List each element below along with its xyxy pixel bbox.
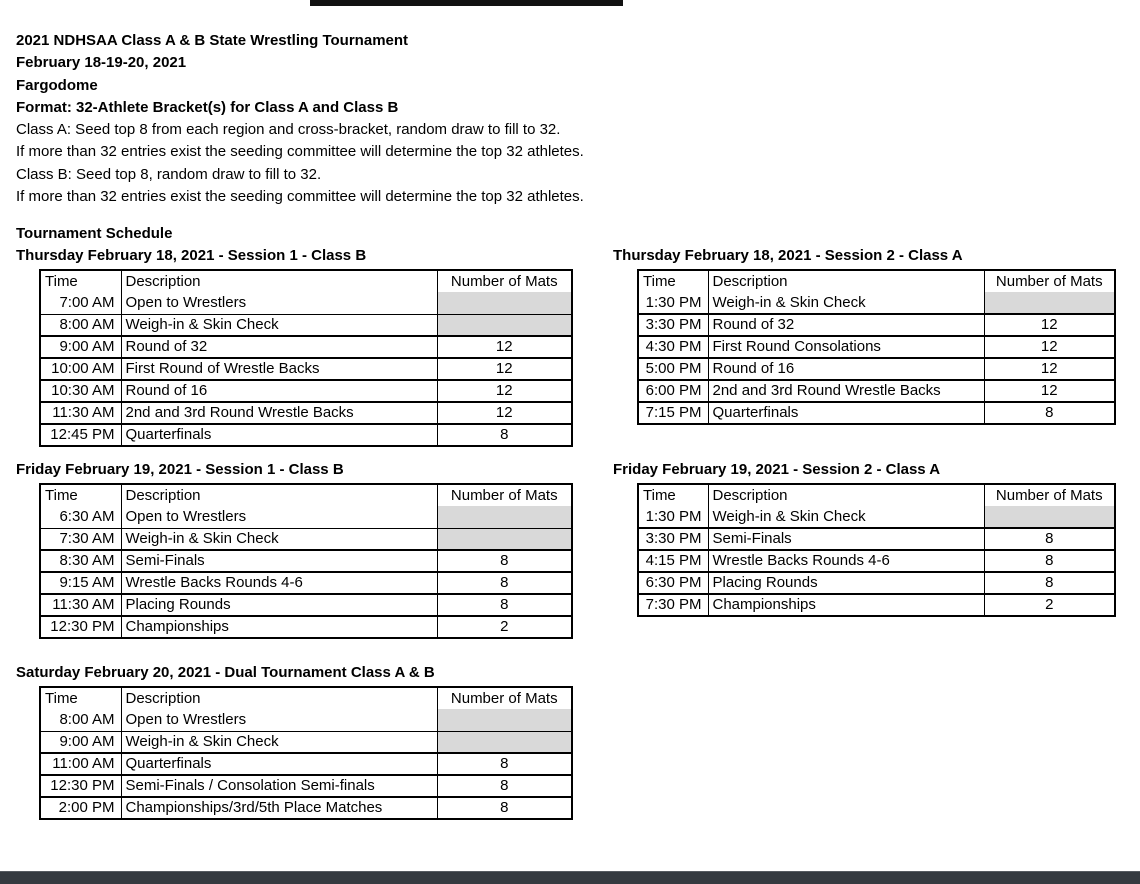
mats-cell: 8 — [984, 550, 1115, 572]
mats-cell: 8 — [437, 424, 572, 446]
time-cell: 2:00 PM — [40, 797, 121, 819]
table-row — [638, 528, 1115, 550]
table-row — [40, 709, 572, 731]
table-row — [40, 292, 572, 314]
table-row — [40, 336, 572, 358]
col-header-description: Description — [121, 484, 437, 506]
col-header-description: Description — [708, 484, 984, 506]
header-line: If more than 32 entries exist the seeding committee will determine the top 32 athletes. — [16, 143, 584, 161]
description-cell: Round of 32 — [121, 336, 437, 358]
time-cell: 7:30 AM — [40, 528, 121, 550]
table-header-row — [40, 687, 572, 709]
table-row — [40, 797, 572, 819]
tournament-schedule-heading: Tournament Schedule — [16, 225, 173, 242]
time-cell: 10:00 AM — [40, 358, 121, 380]
time-cell: 4:15 PM — [638, 550, 708, 572]
description-cell: Round of 16 — [121, 380, 437, 402]
description-cell: 2nd and 3rd Round Wrestle Backs — [121, 402, 437, 424]
time-cell: 12:30 PM — [40, 616, 121, 638]
mats-cell: 12 — [984, 336, 1115, 358]
description-cell: Round of 32 — [708, 314, 984, 336]
table-row — [638, 380, 1115, 402]
table-row — [40, 380, 572, 402]
mats-cell: 12 — [437, 358, 572, 380]
description-cell: First Round Consolations — [708, 336, 984, 358]
time-cell: 1:30 PM — [638, 292, 708, 314]
description-cell: Weigh-in & Skin Check — [121, 314, 437, 336]
schedule-section — [16, 245, 573, 447]
table-row — [638, 550, 1115, 572]
description-cell: Semi-Finals / Consolation Semi-finals — [121, 775, 437, 797]
mats-cell: 12 — [984, 358, 1115, 380]
time-cell: 3:30 PM — [638, 528, 708, 550]
table-row — [40, 594, 572, 616]
description-cell: Open to Wrestlers — [121, 506, 437, 528]
description-cell: First Round of Wrestle Backs — [121, 358, 437, 380]
time-cell: 7:00 AM — [40, 292, 121, 314]
description-cell: Round of 16 — [708, 358, 984, 380]
table-row — [638, 402, 1115, 424]
time-cell: 1:30 PM — [638, 506, 708, 528]
mats-cell — [984, 292, 1115, 314]
mats-cell: 8 — [437, 594, 572, 616]
description-cell: Championships — [121, 616, 437, 638]
description-cell: Quarterfinals — [121, 424, 437, 446]
header-line: If more than 32 entries exist the seeding committee will determine the top 32 athletes. — [16, 188, 584, 206]
time-cell: 8:00 AM — [40, 314, 121, 336]
description-cell: Open to Wrestlers — [121, 709, 437, 731]
table-row — [40, 616, 572, 638]
description-cell: Placing Rounds — [708, 572, 984, 594]
time-cell: 6:30 AM — [40, 506, 121, 528]
mats-cell: 2 — [984, 594, 1115, 616]
header-line: 2021 NDHSAA Class A & B State Wrestling Tournament — [16, 32, 409, 49]
mats-cell — [437, 292, 572, 314]
mats-cell: 12 — [984, 314, 1115, 336]
mats-cell — [437, 731, 572, 753]
col-header-mats: Number of Mats — [437, 484, 572, 506]
section-title: Friday February 19, 2021 - Session 1 - Class B — [16, 461, 344, 478]
mats-cell — [437, 709, 572, 731]
mats-cell — [984, 506, 1115, 528]
time-cell: 11:30 AM — [40, 402, 121, 424]
table-row — [40, 358, 572, 380]
table-row — [40, 753, 572, 775]
table-row — [638, 336, 1115, 358]
time-cell: 10:30 AM — [40, 380, 121, 402]
table-row — [40, 402, 572, 424]
time-cell: 7:30 PM — [638, 594, 708, 616]
description-cell: Weigh-in & Skin Check — [121, 731, 437, 753]
description-cell: Placing Rounds — [121, 594, 437, 616]
time-cell: 9:15 AM — [40, 572, 121, 594]
table-row — [638, 292, 1115, 314]
schedule-table — [39, 483, 573, 639]
table-header-row — [40, 270, 572, 292]
mats-cell — [437, 506, 572, 528]
col-header-description: Description — [708, 270, 984, 292]
description-cell: Wrestle Backs Rounds 4-6 — [708, 550, 984, 572]
document-header — [16, 30, 584, 208]
table-row — [40, 731, 572, 753]
mats-cell: 8 — [437, 572, 572, 594]
time-cell: 6:30 PM — [638, 572, 708, 594]
mats-cell: 8 — [984, 528, 1115, 550]
header-line: Class A: Seed top 8 from each region and cross-bracket, random draw to fill to 32. — [16, 121, 561, 139]
col-header-time: Time — [638, 270, 708, 292]
mats-cell: 12 — [437, 402, 572, 424]
header-line: February 18-19-20, 2021 — [16, 54, 187, 72]
time-cell: 8:00 AM — [40, 709, 121, 731]
schedule-table — [39, 686, 573, 820]
description-cell: Wrestle Backs Rounds 4-6 — [121, 572, 437, 594]
mats-cell: 12 — [984, 380, 1115, 402]
time-cell: 8:30 AM — [40, 550, 121, 572]
time-cell: 5:00 PM — [638, 358, 708, 380]
table-header-row — [40, 484, 572, 506]
description-cell: Semi-Finals — [708, 528, 984, 550]
table-row — [40, 572, 572, 594]
time-cell: 12:45 PM — [40, 424, 121, 446]
description-cell: Championships — [708, 594, 984, 616]
time-cell: 4:30 PM — [638, 336, 708, 358]
mats-cell: 8 — [984, 572, 1115, 594]
header-line: Fargodome — [16, 76, 98, 94]
section-title: Thursday February 18, 2021 - Session 1 - Class B — [16, 247, 367, 264]
col-header-time: Time — [40, 484, 121, 506]
table-row — [40, 506, 572, 528]
mats-cell: 8 — [984, 402, 1115, 424]
description-cell: Championships/3rd/5th Place Matches — [121, 797, 437, 819]
col-header-mats: Number of Mats — [984, 484, 1115, 506]
time-cell: 7:15 PM — [638, 402, 708, 424]
time-cell: 11:30 AM — [40, 594, 121, 616]
table-row — [40, 550, 572, 572]
col-header-mats: Number of Mats — [437, 687, 572, 709]
description-cell: Semi-Finals — [121, 550, 437, 572]
table-row — [638, 358, 1115, 380]
schedule-section — [613, 245, 1116, 425]
description-cell: 2nd and 3rd Round Wrestle Backs — [708, 380, 984, 402]
col-header-mats: Number of Mats — [984, 270, 1115, 292]
mats-cell — [437, 528, 572, 550]
time-cell: 11:00 AM — [40, 753, 121, 775]
mats-cell: 8 — [437, 797, 572, 819]
description-cell: Quarterfinals — [708, 402, 984, 424]
section-title: Friday February 19, 2021 - Session 2 - Class A — [613, 461, 941, 478]
mats-cell: 2 — [437, 616, 572, 638]
time-cell: 9:00 AM — [40, 731, 121, 753]
time-cell: 12:30 PM — [40, 775, 121, 797]
time-cell: 3:30 PM — [638, 314, 708, 336]
mats-cell: 12 — [437, 336, 572, 358]
col-header-time: Time — [40, 270, 121, 292]
col-header-description: Description — [121, 270, 437, 292]
description-cell: Weigh-in & Skin Check — [708, 506, 984, 528]
schedule-section — [16, 459, 573, 639]
schedule-table — [39, 269, 573, 447]
schedule-table — [637, 269, 1116, 425]
table-row — [40, 528, 572, 550]
schedule-section — [16, 662, 573, 820]
mats-cell: 8 — [437, 775, 572, 797]
col-header-mats: Number of Mats — [437, 270, 572, 292]
col-header-time: Time — [638, 484, 708, 506]
table-row — [638, 594, 1115, 616]
header-line: Class B: Seed top 8, random draw to fill to 32. — [16, 165, 322, 183]
table-row — [40, 424, 572, 446]
table-row — [638, 572, 1115, 594]
schedule-section — [613, 459, 1116, 617]
header-line: Format: 32-Athlete Bracket(s) for Class A and Class B — [16, 98, 399, 116]
schedule-table — [637, 483, 1116, 617]
time-cell: 6:00 PM — [638, 380, 708, 402]
col-header-description: Description — [121, 687, 437, 709]
description-cell: Weigh-in & Skin Check — [708, 292, 984, 314]
col-header-time: Time — [40, 687, 121, 709]
table-row — [638, 506, 1115, 528]
description-cell: Quarterfinals — [121, 753, 437, 775]
mats-cell: 8 — [437, 753, 572, 775]
table-row — [638, 314, 1115, 336]
section-title: Saturday February 20, 2021 - Dual Tournament Class A & B — [16, 664, 435, 681]
table-row — [40, 775, 572, 797]
mats-cell: 12 — [437, 380, 572, 402]
description-cell: Weigh-in & Skin Check — [121, 528, 437, 550]
mats-cell: 8 — [437, 550, 572, 572]
bottom-bar — [0, 871, 1140, 884]
section-title: Thursday February 18, 2021 - Session 2 - Class A — [613, 247, 963, 264]
table-header-row — [638, 270, 1115, 292]
table-header-row — [638, 484, 1115, 506]
mats-cell — [437, 314, 572, 336]
time-cell: 9:00 AM — [40, 336, 121, 358]
window-top-edge — [310, 0, 623, 6]
table-row — [40, 314, 572, 336]
description-cell: Open to Wrestlers — [121, 292, 437, 314]
